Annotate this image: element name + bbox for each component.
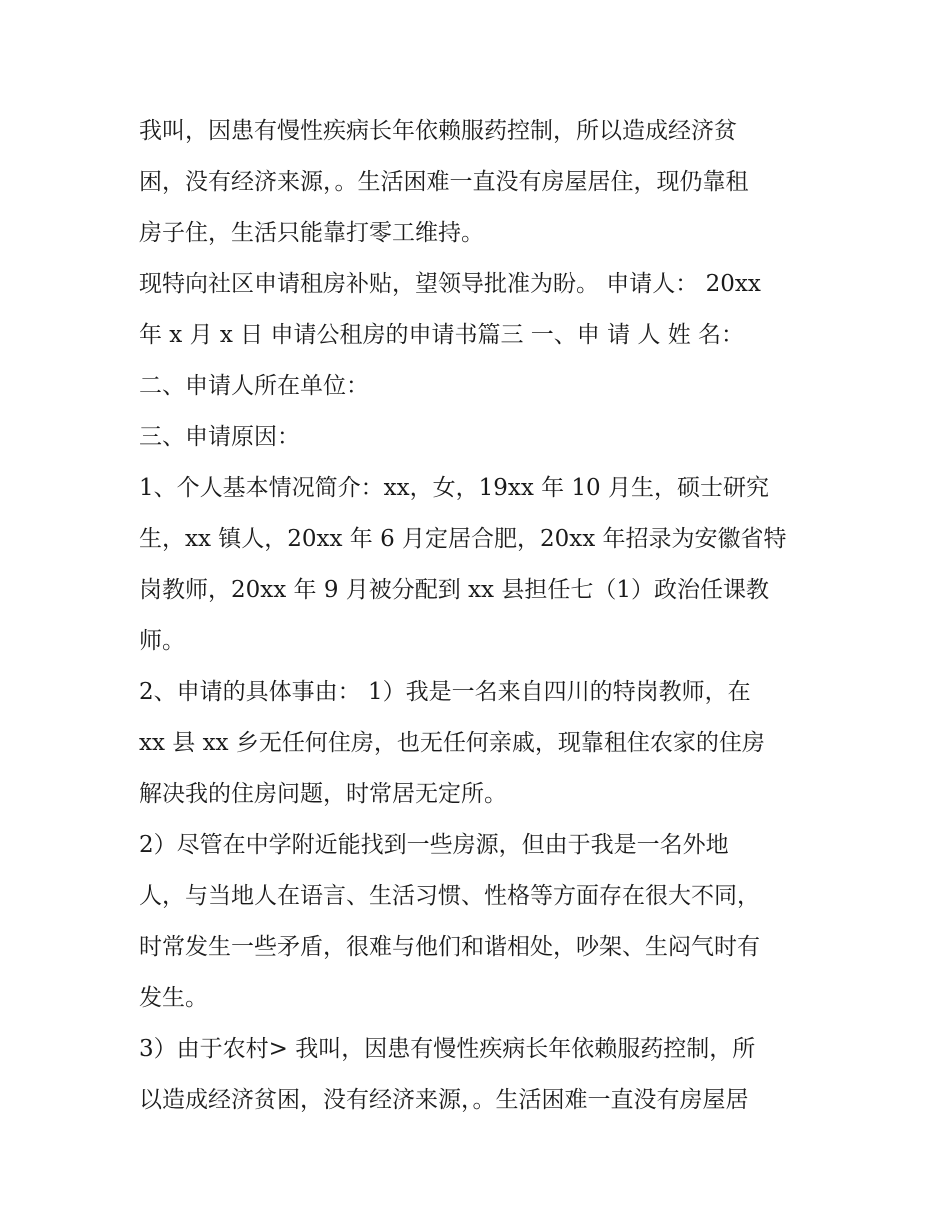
text-line: 师。 (139, 628, 185, 654)
text-line: 解决我的住房问题，时常居无定所。 (139, 781, 507, 807)
text-line: 发生。 (139, 985, 208, 1011)
text-line: 以造成经济贫困，没有经济来源，。生活困难一直没有房屋居 (139, 1087, 749, 1113)
text-line: 我叫，因患有慢性疾病长年依赖服药控制，所以造成经济贫 (139, 118, 737, 144)
text-line: 岗教师，20xx 年 9 月被分配到 xx 县担任七（1）政治任课教 (139, 577, 769, 603)
text-line: 三、申请原因： (139, 424, 300, 450)
text-line: 3）由于农村> 我叫，因患有慢性疾病长年依赖服药控制，所 (139, 1036, 756, 1062)
text-line: 年 x 月 x 日 申请公租房的申请书篇三 一、申 请 人 姓 名： (139, 322, 745, 348)
document-body (139, 106, 819, 1126)
text-line: 时常发生一些矛盾，很难与他们和谐相处，吵架、生闷气时有 (139, 934, 760, 960)
text-line: 人，与当地人在语言、生活习惯、性格等方面存在很大不同， (139, 883, 760, 909)
text-line: 二、申请人所在单位： (139, 373, 369, 399)
text-line: 1、个人基本情况简介：xx，女，19xx 年 10 月生，硕士研究 (139, 475, 769, 501)
text-line: 2、申请的具体事由： 1）我是一名来自四川的特岗教师，在 (139, 679, 751, 705)
text-line: 2）尽管在中学附近能找到一些房源，但由于我是一名外地 (139, 832, 729, 858)
text-line: 房子住，生活只能靠打零工维持。 (139, 220, 484, 246)
text-line: xx 县 xx 乡无任何住房，也无任何亲戚，现靠租住农家的住房 (139, 730, 765, 756)
text-line: 困，没有经济来源，。生活困难一直没有房屋居住，现仍靠租 (139, 169, 749, 195)
text-line: 生，xx 镇人，20xx 年 6 月定居合肥，20xx 年招录为安徽省特 (139, 526, 787, 552)
text-line: 现特向社区申请租房补贴，望领导批准为盼。 申请人： 20xx (139, 271, 761, 297)
